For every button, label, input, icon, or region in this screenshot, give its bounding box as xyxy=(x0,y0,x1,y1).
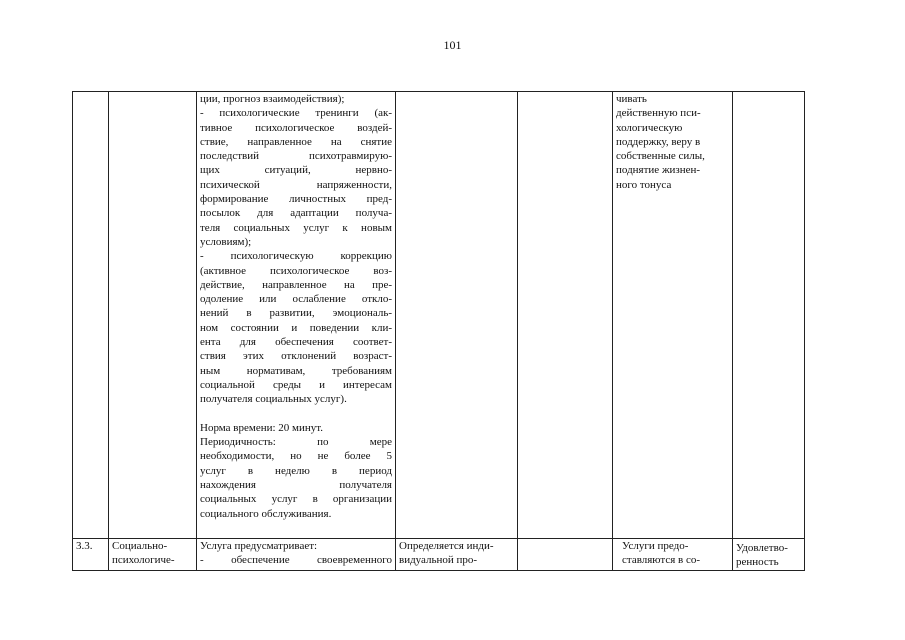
result-cell xyxy=(613,92,733,539)
periodicity-line: необходимости, но не более 5 xyxy=(200,450,392,463)
description-line: - психологическую коррекцию xyxy=(200,250,392,263)
description-line: - психологические тренинги (ак- xyxy=(200,107,392,120)
description-line: (активное психологическое воз- xyxy=(200,264,392,277)
description-line: теля социальных услуг к новым xyxy=(200,221,392,234)
table-row xyxy=(73,92,805,539)
description-line: ствие, направленное на снятие xyxy=(200,135,392,148)
paragraph-spacer xyxy=(200,407,392,421)
result-line: ного тонуса xyxy=(616,178,672,191)
periodicity-line: услуг в неделю в период xyxy=(200,464,392,477)
terms-cell xyxy=(518,539,613,571)
description-line: формирование личностных пред- xyxy=(200,193,392,206)
description-line: последствий психотравмирую- xyxy=(200,150,392,163)
description-line: щих ситуаций, нервно- xyxy=(200,164,392,177)
evaluation-line: ренность xyxy=(736,556,779,569)
description-line: ным нормативам, требованиям xyxy=(200,364,392,377)
result-line: чивать xyxy=(616,93,647,105)
description-cell xyxy=(197,92,396,539)
result-line: Услуги предо- xyxy=(622,540,689,552)
result-line: хологическую xyxy=(616,121,683,134)
description-line: одоление или ослабление откло- xyxy=(200,293,392,306)
row-number: 3.3. xyxy=(76,540,93,552)
page-number: 101 xyxy=(443,38,462,52)
terms-cell xyxy=(518,92,613,539)
volume-cell xyxy=(396,92,518,539)
periodicity-line: Периодичность: по мере xyxy=(200,436,392,449)
time-norm-line: Норма времени: 20 минут. xyxy=(200,421,324,434)
table-row xyxy=(73,539,805,571)
description-line: социальной среды и интересам xyxy=(200,378,392,391)
evaluation-cell xyxy=(733,92,805,539)
services-table xyxy=(72,91,805,571)
description-line: действие, направленное на пре- xyxy=(200,278,392,291)
evaluation-line: Удовлетво- xyxy=(736,542,788,554)
service-name-cell xyxy=(109,92,197,539)
result-line: поднятие жизнен- xyxy=(616,164,701,177)
description-line: Услуга предусматривает: xyxy=(200,540,318,552)
description-line: условиям); xyxy=(200,235,252,248)
volume-line: видуальной про- xyxy=(399,554,478,567)
description-cell xyxy=(197,539,396,571)
number-cell xyxy=(73,539,109,571)
result-line: поддержку, веру в xyxy=(616,135,701,148)
result-cell xyxy=(613,539,733,571)
service-name-line: психологиче- xyxy=(112,554,175,567)
periodicity-line: нахождения получателя xyxy=(200,479,392,492)
description-line: ента для обеспечения соответ- xyxy=(200,336,392,349)
number-cell xyxy=(73,92,109,539)
service-name-line: Социально- xyxy=(112,540,168,552)
description-line: получателя социальных услуг). xyxy=(200,393,347,406)
periodicity-line: социального обслуживания. xyxy=(200,507,332,520)
description-line: - обеспечение своевременного xyxy=(200,554,392,567)
result-line: ставляются в со- xyxy=(622,554,700,567)
periodicity-line: социальных услуг в организации xyxy=(200,493,392,506)
volume-line: Определяется инди- xyxy=(399,540,494,552)
result-line: собственные силы, xyxy=(616,150,705,163)
result-line: действенную пси- xyxy=(616,107,701,120)
description-line: ции, прогноз взаимодействия); xyxy=(200,93,345,105)
description-line: психической напряженности, xyxy=(200,178,392,191)
service-name-cell xyxy=(109,539,197,571)
evaluation-cell xyxy=(733,539,805,571)
description-line: посылок для адаптации получа- xyxy=(200,207,392,220)
description-line: нений в развитии, эмоциональ- xyxy=(200,307,392,320)
description-line: ном состоянии и поведении кли- xyxy=(200,321,392,334)
description-line: ствия этих отклонений возраст- xyxy=(200,350,392,363)
description-line: тивное психологическое воздей- xyxy=(200,121,392,134)
volume-cell xyxy=(396,539,518,571)
